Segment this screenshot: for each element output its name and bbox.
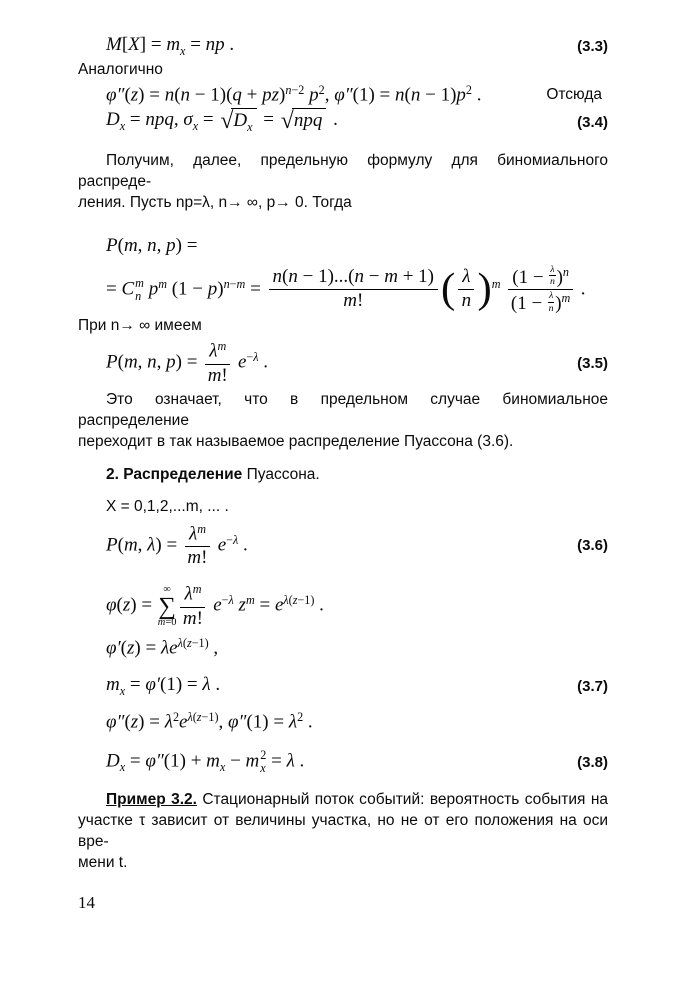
paragraph-line: участке τ зависит от величины участка, но не от его положения на оси вре- (78, 812, 608, 851)
formula-phi-second-derivative: φ″(z) = n(n − 1)(q + pz)$^{n-2}$ $p^2$, $\varphi''(1) = n(n - 1)p^2$ . (106, 82, 482, 106)
equation-p-definition (78, 235, 608, 257)
paragraph-line (78, 789, 608, 810)
paragraph-line: ления. Пусть np=λ, n→ ∞, p→ 0. Тогда (78, 193, 352, 211)
page-number: 14 (78, 893, 95, 912)
text-otsyuda: Отсюда (546, 86, 602, 104)
formula-variance-poisson: $D_x = \varphi''(1) + m_x - m$ 2 x = λ . (106, 748, 305, 776)
paragraph-limit-formula (78, 150, 608, 213)
equation-3-4 (78, 108, 608, 135)
paragraph-line: Получим, далее, предельную формулу для биномиального распреде- (78, 151, 608, 190)
equation-number-3-6: (3.6) (577, 537, 608, 555)
formula-generating-function: φ(z) = ∞ ∑ m=0 $\frac{\lambda^m}{m!}$ $e^{-\lambda}$ $z^m = e^{\lambda(z-1)}$ . (106, 582, 324, 629)
equation-3-8 (78, 749, 608, 775)
heading-rest: Пуассона. (246, 465, 320, 483)
equation-number-3-7: (3.7) (577, 677, 608, 695)
paragraph-example-3-2 (78, 789, 608, 873)
equation-number-3-8: (3.8) (577, 753, 608, 771)
text-analogichno: Аналогично (78, 60, 163, 78)
equation-binomial-limit (78, 265, 608, 316)
equation-number-3-3: (3.3) (577, 37, 608, 55)
equation-generating-function (78, 583, 608, 629)
paragraph-line: Это означает, что в предельном случае биномиальное распределение (78, 390, 608, 429)
page-content (78, 28, 608, 873)
equation-phi-first-derivative (78, 637, 608, 660)
equation-3-3 (78, 34, 608, 59)
equation-phi-second-derivative-poisson (78, 711, 608, 734)
equation-number-3-5: (3.5) (577, 354, 608, 372)
equation-3-7 (78, 674, 608, 699)
formula-binomial-limit: = C m n $p^m$ $(1 - p)^{n-m}$ = $\frac{n(n - 1)...(n - m + 1)}{m!}$ ( $\frac{\lambda}{n}$ )$^m$ (1 − $\frac{\lambda}{n}$ )$^n$ (1 − $\frac{\lambda}{n}$ )$^m$ . (106, 263, 586, 315)
equation-3-6 (78, 523, 608, 569)
paragraph-line: переходит в так называемое распределение Пуассона (3.6). (78, 432, 514, 450)
heading-number-bold: 2. Распределение (106, 465, 247, 483)
formula-poisson-distribution: P(m, λ) = $\frac{\lambda^m}{m!}$ $e^{-\lambda}$ . (106, 521, 248, 569)
text-x-values: X = 0,1,2,...m, ... . (106, 497, 229, 515)
formula-phi-second-derivative-poisson: $\varphi''(z) = \lambda^2e^{\lambda(z-1)}$, $\varphi''(1) = \lambda^2$ . (106, 709, 313, 733)
paragraph-poisson-note (78, 389, 608, 452)
equation-number-3-4: (3.4) (577, 113, 608, 131)
equation-phi-second-derivative-binomial (78, 84, 608, 107)
text-pri-n-infinity: При n→ ∞ имеем (78, 317, 202, 335)
equation-3-5 (78, 340, 608, 386)
formula-phi-first-derivative: $\varphi'(z) = \lambda e^{\lambda(z-1)}$ , (106, 636, 219, 660)
formula-variance-binomial: $D_x$ = npq, $\sigma_x$ = √ $D_x$ = √ npq . (106, 108, 338, 135)
paragraph-line: мени t. (78, 854, 128, 872)
heading-poisson-distribution (78, 464, 608, 485)
formula-p-mnp: P(m, n, p) = (106, 234, 198, 256)
formula-mean-poisson: $m_x = \varphi'(1) = \lambda$ . (106, 674, 221, 698)
example-label: Пример 3.2. (106, 791, 197, 809)
formula-expectation-binomial: $M[X] = m_x$ = np . (106, 34, 235, 58)
formula-poisson-limit: P(m, n, p) = $\frac{\lambda^m}{m!}$ $e^{-\lambda}$ . (106, 339, 269, 386)
example-text: Стационарный поток событий: вероятность события на (196, 791, 608, 809)
